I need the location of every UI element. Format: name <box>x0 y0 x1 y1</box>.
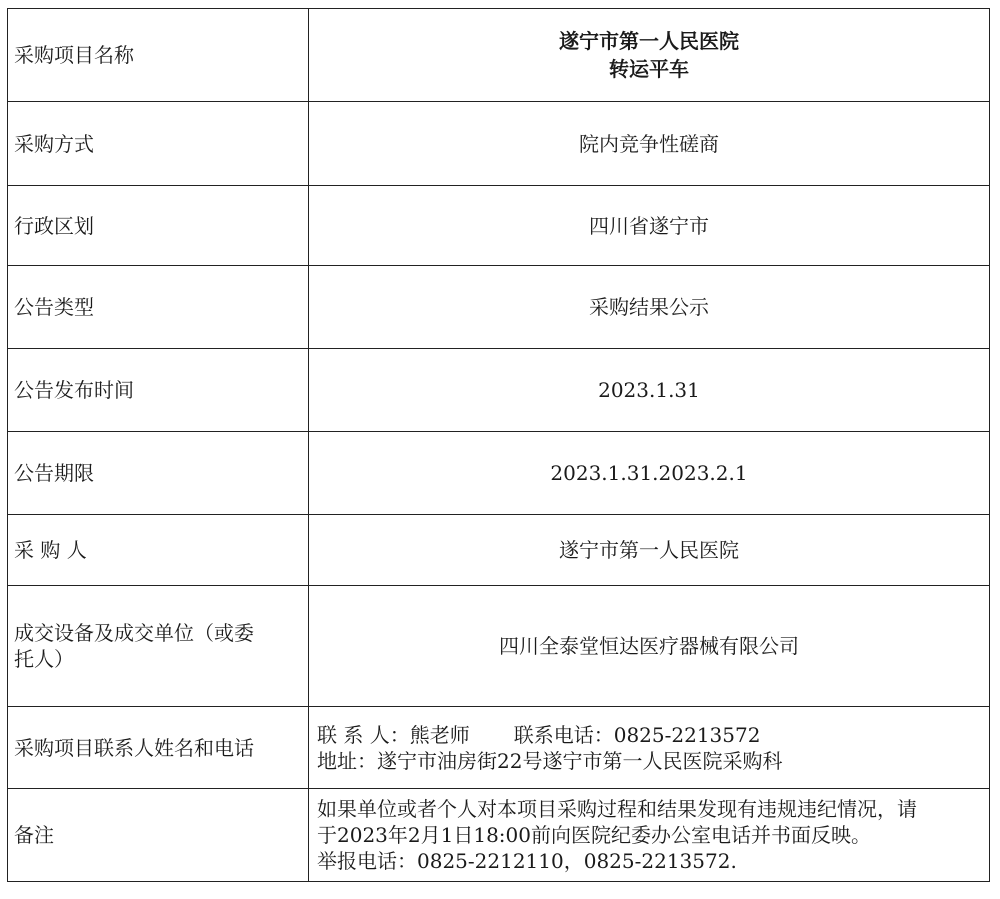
region-value: 四川省遂宁市 <box>309 186 990 266</box>
row-method <box>8 102 990 186</box>
period-value: 2023.1.31.2023.2.1 <box>309 432 990 515</box>
winner-label-line2: 托人） <box>14 647 74 671</box>
contact-address: 地址：遂宁市油房街22号遂宁市第一人民医院采购科 <box>317 748 783 773</box>
contact-phone: 联系电话：0825-2213572 <box>513 722 761 747</box>
contact-value <box>309 707 990 789</box>
winner-label <box>8 586 309 707</box>
row-period <box>8 432 990 515</box>
contact-label: 采购项目联系人姓名和电话 <box>8 707 309 789</box>
row-winner <box>8 586 990 707</box>
winner-label-line1: 成交设备及成交单位（或委 <box>14 621 254 645</box>
remarks-line2: 于2023年2月1日18:00前向医院纪委办公室电话并书面反映。 <box>317 823 871 847</box>
purchaser-label: 采 购 人 <box>8 515 309 586</box>
remarks-label: 备注 <box>8 789 309 882</box>
project-name-label: 采购项目名称 <box>8 9 309 102</box>
notice-type-label: 公告类型 <box>8 266 309 349</box>
project-name-line1: 遂宁市第一人民医院 <box>559 29 739 53</box>
publish-time-label: 公告发布时间 <box>8 349 309 432</box>
row-project-name <box>8 9 990 102</box>
procurement-result-table <box>7 8 990 882</box>
row-notice-type <box>8 266 990 349</box>
winner-value: 四川全泰堂恒达医疗器械有限公司 <box>309 586 990 707</box>
row-remarks <box>8 789 990 882</box>
remarks-line3: 举报电话：0825-2212110，0825-2213572. <box>317 849 737 873</box>
remarks-line1: 如果单位或者个人对本项目采购过程和结果发现有违规违纪情况，请 <box>317 797 917 821</box>
purchaser-value: 遂宁市第一人民医院 <box>309 515 990 586</box>
project-name-value <box>309 9 990 102</box>
row-region <box>8 186 990 266</box>
notice-type-value: 采购结果公示 <box>309 266 990 349</box>
period-label: 公告期限 <box>8 432 309 515</box>
region-label: 行政区划 <box>8 186 309 266</box>
row-contact <box>8 707 990 789</box>
method-value: 院内竞争性磋商 <box>309 102 990 186</box>
row-purchaser <box>8 515 990 586</box>
contact-person: 联 系 人：熊老师 <box>317 722 470 747</box>
method-label: 采购方式 <box>8 102 309 186</box>
remarks-value <box>309 789 990 882</box>
contact-line1 <box>317 722 985 748</box>
row-publish-time <box>8 349 990 432</box>
project-name-line2: 转运平车 <box>609 57 689 81</box>
publish-time-value: 2023.1.31 <box>309 349 990 432</box>
